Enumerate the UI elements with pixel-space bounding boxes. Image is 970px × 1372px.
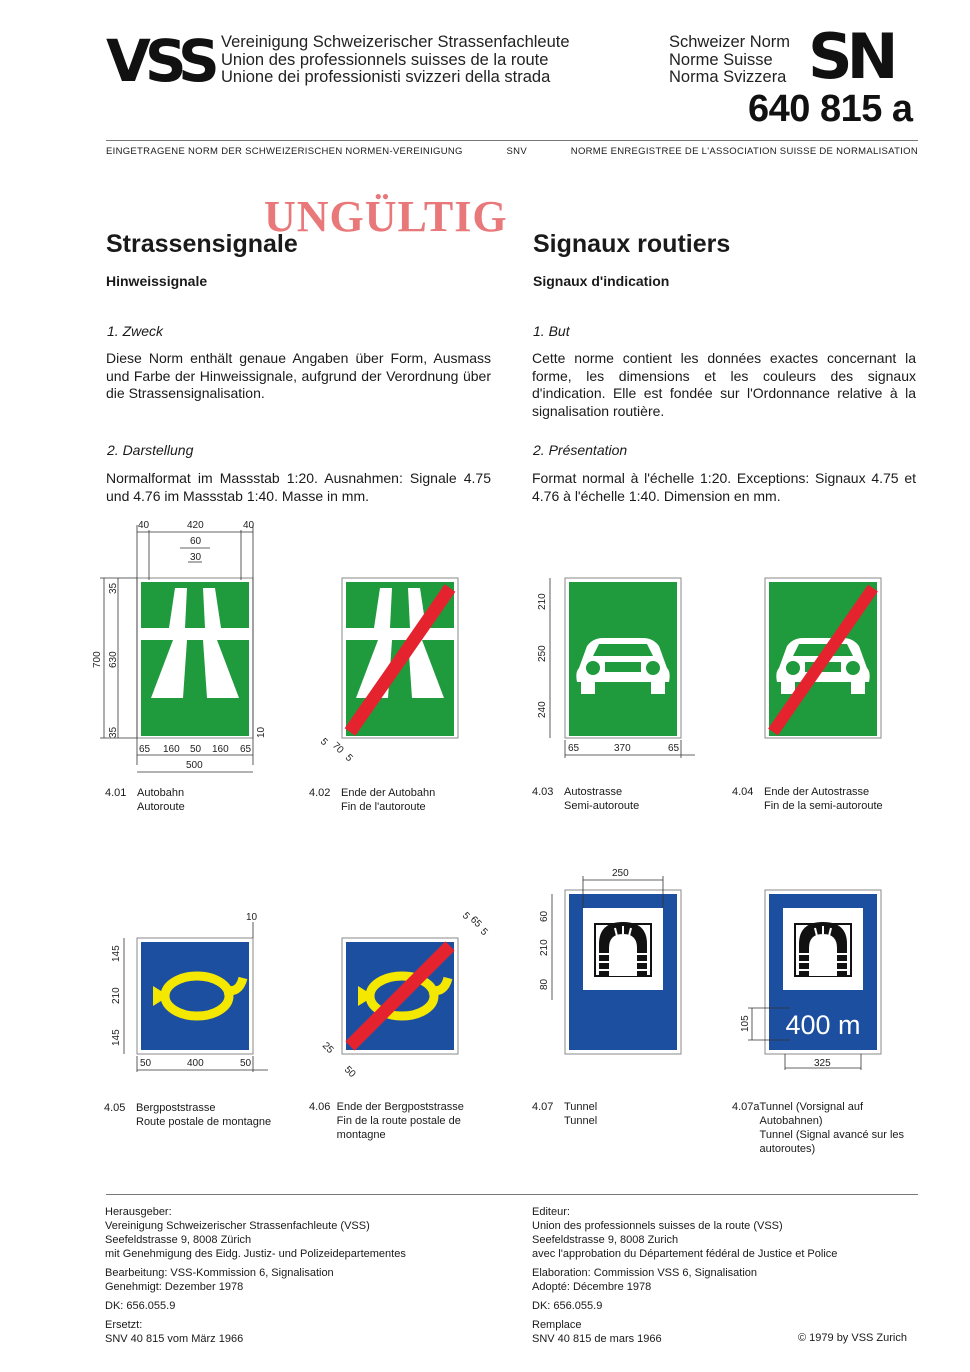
section2-head-de: 2. Darstellung xyxy=(107,442,194,458)
caption-4-01: 4.01 Autobahn Autoroute xyxy=(105,787,185,813)
registration-line: EINGETRAGENE NORM DER SCHWEIZERISCHEN NORMEN-VEREINIGUNG SNV NORME ENREGISTREE DE L'ASSOCIATION SUISSE DE NORMALISATION xyxy=(106,146,918,157)
dim-401-60: 60 xyxy=(190,536,202,547)
dim-402-c: 5 xyxy=(342,752,355,765)
sign-4-03-autostrasse xyxy=(565,578,681,738)
dim-401-top-right: 40 xyxy=(243,520,255,531)
dim-403-65a: 65 xyxy=(568,743,580,754)
copyright: © 1979 by VSS Zurich xyxy=(798,1332,907,1344)
distance-label: 400 m xyxy=(785,1010,861,1040)
dim-401-10: 10 xyxy=(256,726,267,738)
dim-406-5b: 5 xyxy=(477,926,490,939)
sign-4-07-tunnel xyxy=(565,890,681,1054)
dim-405-400: 400 xyxy=(187,1058,204,1069)
dim-403-370: 370 xyxy=(614,743,631,754)
subtitle-de: Hinweissignale xyxy=(106,273,208,289)
dim-401-700: 700 xyxy=(92,651,103,668)
dim-405-210: 210 xyxy=(111,987,122,1004)
footer-rule xyxy=(106,1194,918,1195)
sign-4-05-bergpoststrasse xyxy=(137,938,253,1054)
section2-text-fr: Format normal à l'échelle 1:20. Exceptions: Signaux 4.75 et 4.76 à l'échelle 1:40. Dimension en mm. xyxy=(532,470,916,504)
dim-labels-4-02 xyxy=(318,736,355,764)
dim-406-65: 65 xyxy=(467,914,484,930)
caption-4-07a: 4.07a Tunnel (Vorsignal auf Autobahnen) Tunnel (Signal avancé sur les autoroutes) xyxy=(732,1101,905,1155)
sign-4-04-end-autostrasse xyxy=(765,578,881,738)
invalid-stamp: UNGÜLTIG xyxy=(264,192,508,241)
norm-type: Schweizer Norm Norme Suisse Norma Svizzera xyxy=(669,33,791,86)
dim-401-b5: 65 xyxy=(240,744,252,755)
dim-401-b4: 160 xyxy=(212,744,229,755)
dim-406-50: 50 xyxy=(341,1064,358,1080)
sign-4-01-autobahn xyxy=(137,578,253,738)
dim-402-b: 70 xyxy=(329,740,346,756)
organisation-names: Vereinigung Schweizerischer Strassenfachleute Union des professionnels suisses de la route Unione dei professionisti svizzeri della strada xyxy=(221,33,570,86)
subtitle-fr: Signaux d'indication xyxy=(533,273,670,289)
caption-4-05: 4.05 Bergpoststrasse Route postale de montagne xyxy=(104,1102,272,1128)
title-fr: Signaux routiers xyxy=(533,230,731,258)
caption-4-02: 4.02 Ende der Autobahn Fin de l'autoroute xyxy=(309,787,436,813)
dim-405-145a: 145 xyxy=(111,945,122,962)
dim-403-210: 210 xyxy=(537,593,548,610)
dim-406-25: 25 xyxy=(319,1040,336,1056)
section1-head-de: 1. Zweck xyxy=(107,323,164,339)
dim-407-60: 60 xyxy=(539,910,550,922)
dim-405-145b: 145 xyxy=(111,1029,122,1046)
vss-logo: VSS xyxy=(106,27,214,95)
footer-fr: Editeur: Union des professionnels suisses de la route (VSS) Seefeldstrasse 9, 8008 Zurich avec l'approbation du Département fédéral de Justice et Police Elaboration: Commission VSS 6, Signalisation Adopté: Décembre 1978 DK: 656.055.9 Remplace SNV 40 815 de mars 1966 xyxy=(532,1206,838,1345)
title-de: Strassensignale xyxy=(106,230,298,258)
dim-401-35a: 35 xyxy=(108,582,119,594)
dim-401-b3: 50 xyxy=(190,744,202,755)
sn-logo: SN xyxy=(808,20,893,93)
section2-text-de: Normalformat im Massstab 1:20. Ausnahmen: Signale 4.75 und 4.76 im Massstab 1:40. Masse in mm. xyxy=(106,470,491,504)
caption-4-04: 4.04 Ende der Autostrasse Fin de la semi-autoroute xyxy=(732,786,883,812)
section1-text-de: Diese Norm enthält genaue Angaben über Form, Ausmass und Farbe der Hinweissignale, aufgrund der Verordnung über die Strassensignalisation. xyxy=(106,350,491,401)
dim-401-630: 630 xyxy=(108,651,119,668)
dim-405-50a: 50 xyxy=(140,1058,152,1069)
dim-407-250: 250 xyxy=(612,868,629,879)
caption-4-07: 4.07 Tunnel Tunnel xyxy=(532,1101,598,1127)
dim-401-top-left: 40 xyxy=(138,520,150,531)
caption-4-03: 4.03 Autostrasse Semi-autoroute xyxy=(532,786,640,812)
sign-4-02-end-autobahn xyxy=(342,578,458,738)
dim-402-a: 5 xyxy=(317,736,330,749)
section1-head-fr: 1. But xyxy=(533,323,570,339)
dim-401-b2: 160 xyxy=(163,744,180,755)
footer-de: Herausgeber: Vereinigung Schweizerischer Strassenfachleute (VSS) Seefeldstrasse 9, 8008 Zürich mit Genehmigung des Eidg. Justiz- und Polizeidepartementes Bearbeitung: VSS-Kommission 6, Signalisation Genehmigt: Dezember 1978 DK: 656.055.9 Ersetzt: SNV 40 815 vom März 1966 xyxy=(105,1206,406,1345)
dim-407-80: 80 xyxy=(539,978,550,990)
dim-401-35b: 35 xyxy=(108,726,119,738)
dim-403-250: 250 xyxy=(537,645,548,662)
dim-401-b1: 65 xyxy=(139,744,151,755)
dim-407a-325: 325 xyxy=(814,1058,831,1069)
dim-401-top-mid: 420 xyxy=(187,520,204,531)
dim-401-500: 500 xyxy=(186,760,203,771)
section2-head-fr: 2. Présentation xyxy=(533,442,628,458)
dim-407a-105: 105 xyxy=(740,1015,751,1032)
dim-407-210: 210 xyxy=(539,939,550,956)
dim-406-5a: 5 xyxy=(459,910,472,923)
dim-401-30: 30 xyxy=(190,552,202,563)
sign-4-07a-tunnel-advance xyxy=(765,890,881,1054)
dim-403-65b: 65 xyxy=(668,743,680,754)
sign-4-06-end-bergpoststrasse xyxy=(342,938,458,1054)
dim-405-10: 10 xyxy=(246,912,258,923)
section1-text-fr: Cette norme contient les données exactes concernant la forme, les dimensions et les couleurs des signaux d'indication. Elle est fondée sur l'Ordonnance relative à la signalisation routière. xyxy=(532,350,916,419)
norm-number: 640 815 a xyxy=(748,88,913,130)
caption-4-06: 4.06 Ende der Bergpoststrasse Fin de la route postale de montagne xyxy=(309,1101,464,1141)
dim-403-240: 240 xyxy=(537,701,548,718)
dim-405-50b: 50 xyxy=(240,1058,252,1069)
